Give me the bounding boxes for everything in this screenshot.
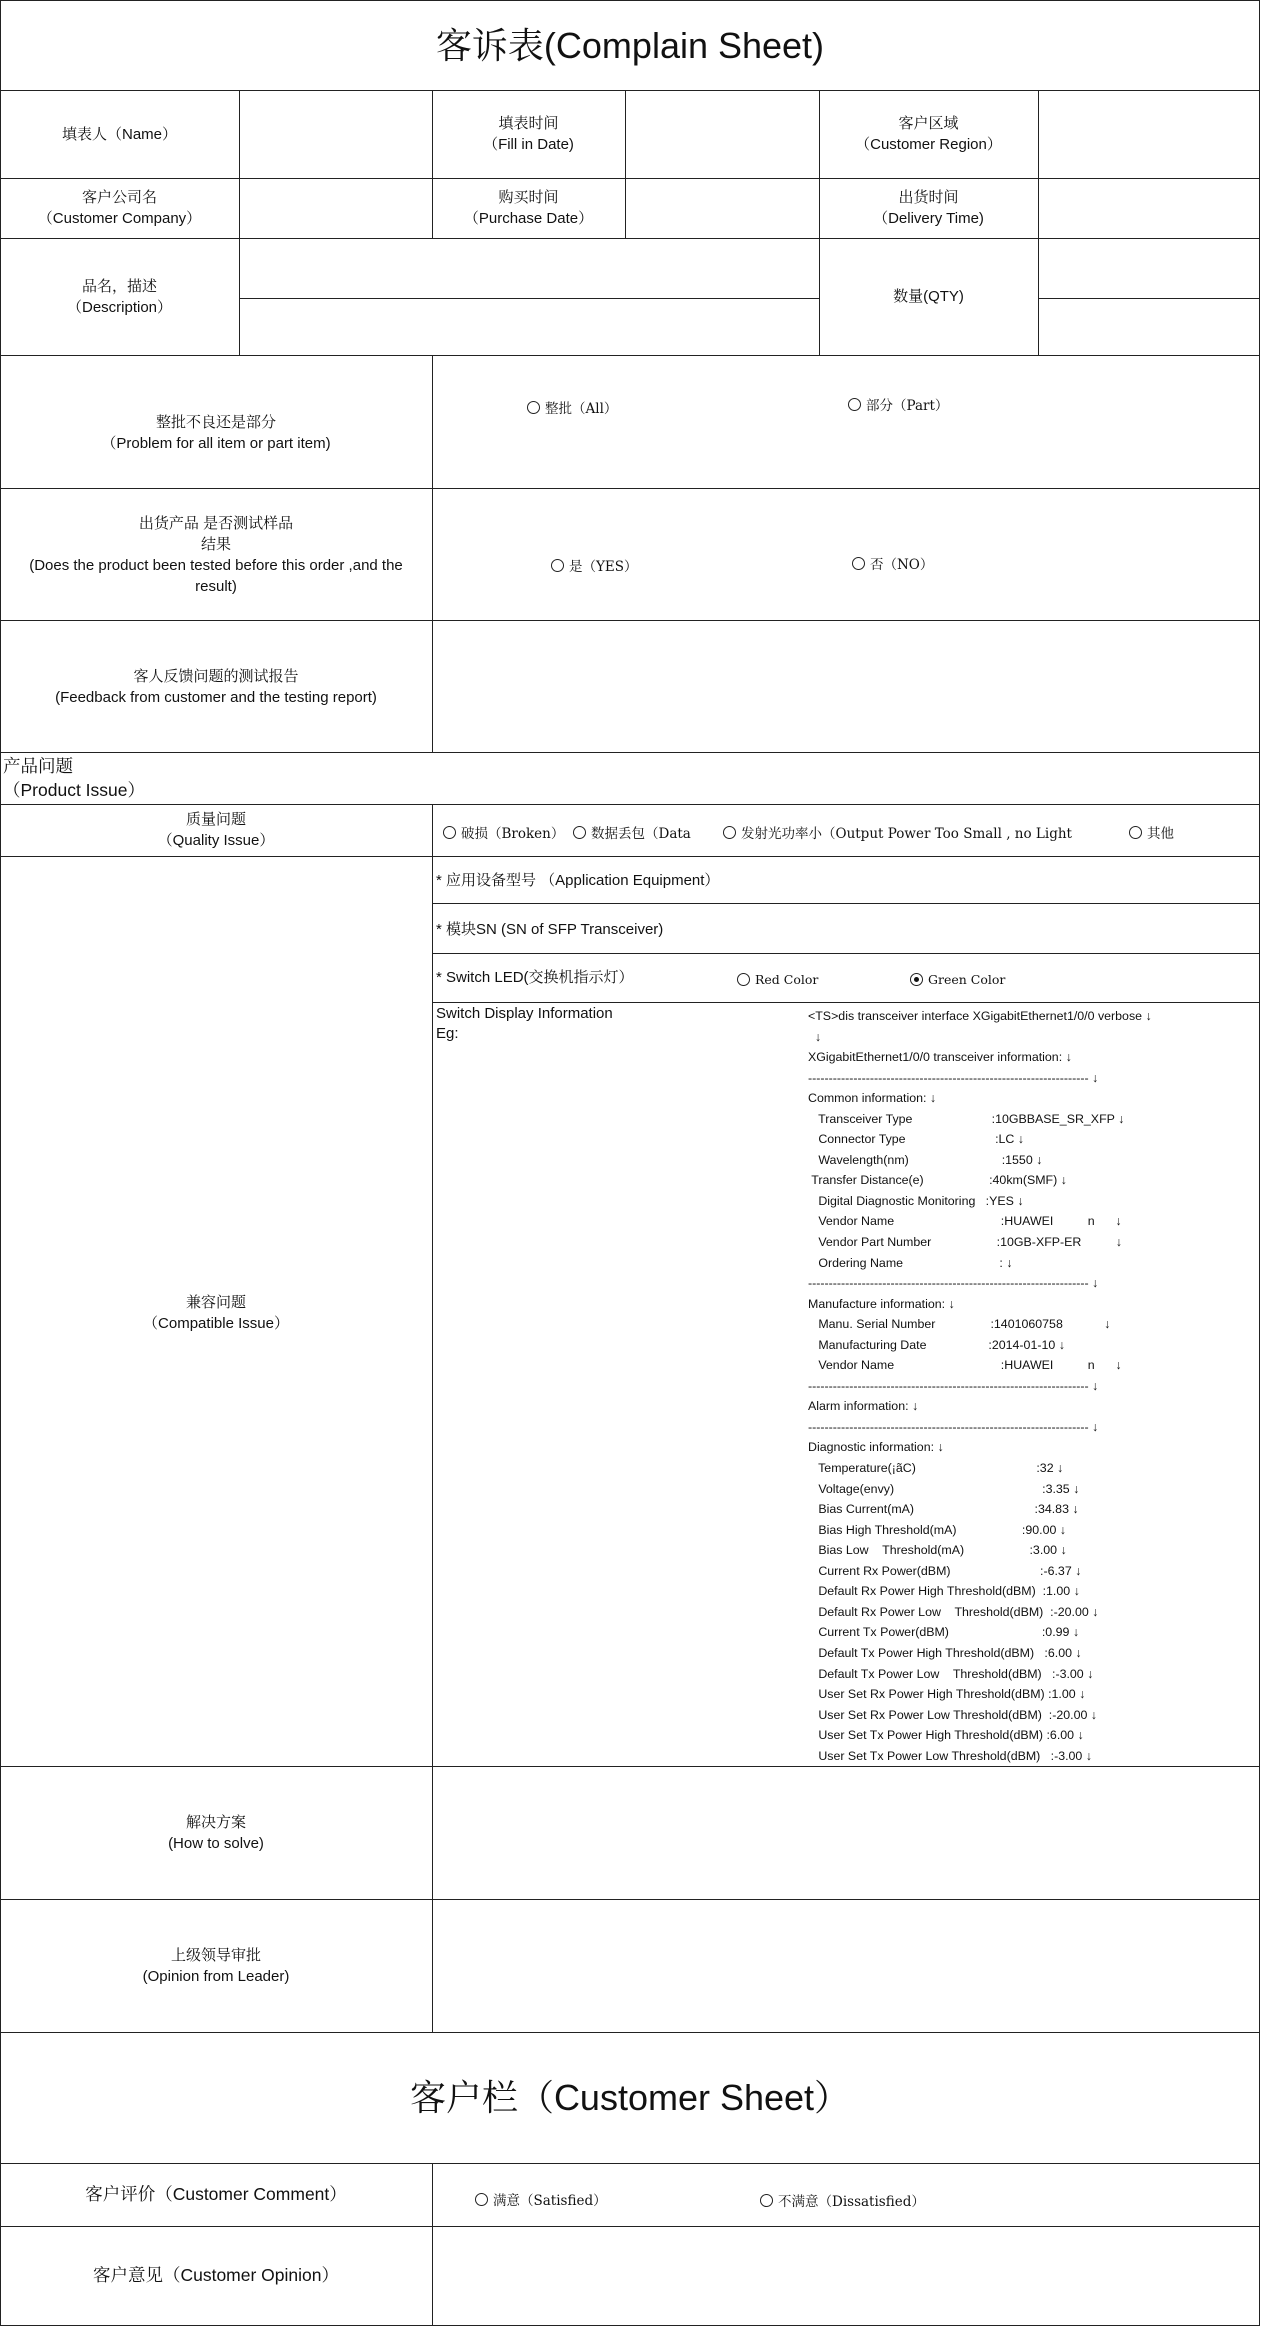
dump-line: Current Rx Power(dBM) :-6.37 ↓ <box>808 1563 1082 1578</box>
feedback-label-en: (Feedback from customer and the testing report) <box>55 689 377 706</box>
product-issue-en: （Product Issue） <box>3 780 145 800</box>
radio-circle-icon <box>1129 826 1142 839</box>
radio-part[interactable] <box>848 394 948 414</box>
dump-line: XGigabitEthernet1/0/0 transceiver information: ↓ <box>808 1050 1072 1065</box>
radio-all-label: 整批（All） <box>545 401 618 417</box>
application-equipment-label: * 应用设备型号 （Application Equipment） <box>436 872 720 889</box>
customer-opinion-field[interactable] <box>433 2227 1259 2325</box>
dump-line: -------------------------------------------------------------------- ↓ <box>808 1276 1099 1291</box>
dump-line: -------------------------------------------------------------------- ↓ <box>808 1419 1099 1434</box>
company-label-cn: 客户公司名 <box>81 189 157 206</box>
dump-line: Bias Low Threshold(mA) :3.00 ↓ <box>808 1543 1067 1558</box>
radio-dissatisfied-label: 不满意（Dissatisfied） <box>778 2194 925 2210</box>
dump-line: Connector Type :LC ↓ <box>808 1132 1025 1147</box>
description-label-en: （Description） <box>66 298 173 316</box>
customer-sheet-title: 客户栏（Customer Sheet） <box>409 2076 851 2118</box>
page-title: 客诉表(Complain Sheet) <box>435 24 825 66</box>
dump-line: Current Tx Power(dBM) :0.99 ↓ <box>808 1625 1080 1640</box>
radio-broken[interactable] <box>443 822 564 842</box>
dump-line: Transceiver Type :10GBBASE_SR_XFP ↓ <box>808 1111 1125 1126</box>
radio-circle-icon <box>848 398 861 411</box>
dump-line: Ordering Name : ↓ <box>808 1255 1013 1270</box>
quality-label-en: （Quality Issue） <box>157 832 275 849</box>
radio-circle-icon <box>475 2193 488 2206</box>
dump-line: User Set Tx Power High Threshold(dBM) :6.00 ↓ <box>808 1728 1084 1743</box>
radio-circle-icon <box>443 826 456 839</box>
compatible-label-en: （Compatible Issue） <box>143 1315 289 1332</box>
radio-output-power-label: 发射光功率小（Output Power Too Small , no Light <box>741 826 1072 842</box>
dump-line: User Set Rx Power High Threshold(dBM) :1.00 ↓ <box>808 1687 1086 1702</box>
radio-data-loss[interactable] <box>573 822 691 842</box>
leader-label-en: (Opinion from Leader) <box>142 1968 290 1985</box>
feedback-label-cn: 客人反馈问题的测试报告 <box>133 668 299 685</box>
dump-line: Default Rx Power Low Threshold(dBM) :-20.00 ↓ <box>808 1604 1099 1619</box>
dump-line: Bias Current(mA) :34.83 ↓ <box>808 1502 1079 1517</box>
solve-field[interactable] <box>433 1767 1259 1899</box>
dump-line: Alarm information: ↓ <box>808 1399 919 1414</box>
purchase-date-label-cn: 购买时间 <box>498 189 559 206</box>
dump-line: ↓ <box>808 1029 822 1044</box>
display-info-text: Switch Display Information <box>436 1005 613 1022</box>
region-label-en: （Customer Region） <box>855 136 1002 153</box>
radio-green-color[interactable] <box>910 972 1005 987</box>
dump-line: Common information: ↓ <box>808 1091 937 1106</box>
switch-display-info-label <box>436 1004 613 1044</box>
radio-red-label: Red Color <box>755 972 819 987</box>
delivery-time-label-en: （Delivery Time) <box>873 210 984 227</box>
dump-line: Manufacture information: ↓ <box>808 1296 955 1311</box>
radio-data-loss-label: 数据丢包（Data <box>591 826 691 842</box>
product-issue-heading <box>3 754 145 802</box>
radio-circle-icon <box>527 401 540 414</box>
company-field[interactable] <box>240 179 432 238</box>
dump-line: User Set Tx Power Low Threshold(dBM) :-3.00 ↓ <box>808 1748 1092 1763</box>
dump-line: Temperature(¡ãC) :32 ↓ <box>808 1461 1064 1476</box>
dump-line: <TS>dis transceiver interface XGigabitEthernet1/0/0 verbose ↓ <box>808 1009 1152 1023</box>
qty-label: 数量(QTY) <box>893 288 964 305</box>
eg-text: Eg: <box>436 1025 459 1042</box>
problem-scope-label-en: （Problem for all item or part item) <box>101 435 331 452</box>
radio-circle-icon <box>573 826 586 839</box>
feedback-field[interactable] <box>433 621 1259 752</box>
tested-label-en2: result) <box>195 578 237 595</box>
radio-output-power[interactable] <box>723 822 1072 842</box>
solve-label-en: (How to solve) <box>168 1835 264 1852</box>
radio-no[interactable] <box>852 553 933 573</box>
dump-line: User Set Rx Power Low Threshold(dBM) :-20.00 ↓ <box>808 1707 1097 1722</box>
company-label-en: （Customer Company） <box>37 210 202 227</box>
region-label-cn: 客户区域 <box>898 115 959 132</box>
name-field[interactable] <box>240 91 432 178</box>
dump-line: Vendor Name :HUAWEI n ↓ <box>808 1358 1122 1373</box>
dump-line: Bias High Threshold(mA) :90.00 ↓ <box>808 1522 1067 1537</box>
radio-circle-icon <box>551 559 564 572</box>
customer-comment-label: 客户评价（Customer Comment） <box>85 2184 347 2204</box>
radio-satisfied[interactable] <box>475 2189 607 2209</box>
quality-label-cn: 质量问题 <box>185 811 246 828</box>
dump-line: Vendor Name :HUAWEI n ↓ <box>808 1214 1122 1229</box>
dump-line: Default Tx Power High Threshold(dBM) :6.00 ↓ <box>808 1645 1082 1660</box>
product-issue-cn: 产品问题 <box>3 756 73 776</box>
tested-label-en1: (Does the product been tested before this order ,and the <box>29 557 403 574</box>
fill-date-field[interactable] <box>626 91 819 178</box>
radio-no-label: 否（NO） <box>870 557 934 573</box>
radio-selected-icon <box>910 973 923 986</box>
tested-label-cn1: 出货产品 是否测试样品 <box>138 515 294 532</box>
dump-line: Voltage(envy) :3.35 ↓ <box>808 1481 1080 1496</box>
radio-circle-icon <box>760 2194 773 2207</box>
dump-line: Vendor Part Number :10GB-XFP-ER ↓ <box>808 1235 1122 1250</box>
radio-part-label: 部分（Part） <box>866 398 949 414</box>
radio-circle-icon <box>737 973 750 986</box>
radio-red-color[interactable] <box>737 972 818 987</box>
qty-field-2[interactable] <box>1039 299 1259 355</box>
delivery-time-label-cn: 出货时间 <box>898 189 959 206</box>
dump-line: Digital Diagnostic Monitoring :YES ↓ <box>808 1193 1024 1208</box>
radio-dissatisfied[interactable] <box>760 2190 925 2210</box>
radio-yes[interactable] <box>551 555 638 575</box>
radio-broken-label: 破损（Broken） <box>461 826 565 842</box>
radio-yes-label: 是（YES） <box>569 559 638 575</box>
radio-all[interactable] <box>527 397 617 417</box>
tested-label-cn2: 结果 <box>200 536 231 553</box>
radio-green-label: Green Color <box>928 972 1006 987</box>
delivery-time-field[interactable] <box>1039 179 1259 238</box>
radio-other-label: 其他 <box>1147 826 1174 842</box>
customer-opinion-label: 客户意见（Customer Opinion） <box>92 2265 340 2285</box>
description-label-cn: 品名，描述 <box>81 277 157 295</box>
region-field[interactable] <box>1039 91 1259 178</box>
module-sn-label: * 模块SN (SN of SFP Transceiver) <box>436 921 664 938</box>
dump-line: Manu. Serial Number :1401060758 ↓ <box>808 1317 1111 1332</box>
dump-line: Manufacturing Date :2014-01-10 ↓ <box>808 1337 1065 1352</box>
dump-line: Default Tx Power Low Threshold(dBM) :-3.00 ↓ <box>808 1666 1094 1681</box>
radio-other[interactable] <box>1129 822 1174 842</box>
radio-circle-icon <box>723 826 736 839</box>
dump-line: Wavelength(nm) :1550 ↓ <box>808 1152 1043 1167</box>
description-field-2[interactable] <box>240 299 819 355</box>
compatible-label-cn: 兼容问题 <box>185 1294 246 1311</box>
dump-line: Transfer Distance(e) :40km(SMF) ↓ <box>808 1173 1067 1188</box>
problem-scope-label-cn: 整批不良还是部分 <box>155 414 276 431</box>
description-field-1[interactable] <box>240 239 819 298</box>
leader-label-cn: 上级领导审批 <box>170 1947 261 1964</box>
switch-led-label: * Switch LED(交换机指示灯） <box>436 969 634 986</box>
purchase-date-label-en: （Purchase Date） <box>463 210 594 227</box>
solve-label-cn: 解决方案 <box>185 1814 246 1831</box>
dump-line: Diagnostic information: ↓ <box>808 1440 944 1455</box>
radio-satisfied-label: 满意（Satisfied） <box>493 2193 607 2209</box>
dump-line: Default Rx Power High Threshold(dBM) :1.00 ↓ <box>808 1584 1080 1599</box>
qty-field-1[interactable] <box>1039 239 1259 298</box>
fill-date-label-cn: 填表时间 <box>498 115 559 132</box>
name-label: 填表人（Name） <box>61 125 177 143</box>
dump-line: -------------------------------------------------------------------- ↓ <box>808 1378 1099 1393</box>
dump-line: -------------------------------------------------------------------- ↓ <box>808 1070 1099 1085</box>
purchase-date-field[interactable] <box>626 179 819 238</box>
leader-field[interactable] <box>433 1900 1259 2032</box>
radio-circle-icon <box>852 557 865 570</box>
switch-display-dump <box>808 1006 1152 1766</box>
fill-date-label-en: （Fill in Date) <box>483 136 574 153</box>
